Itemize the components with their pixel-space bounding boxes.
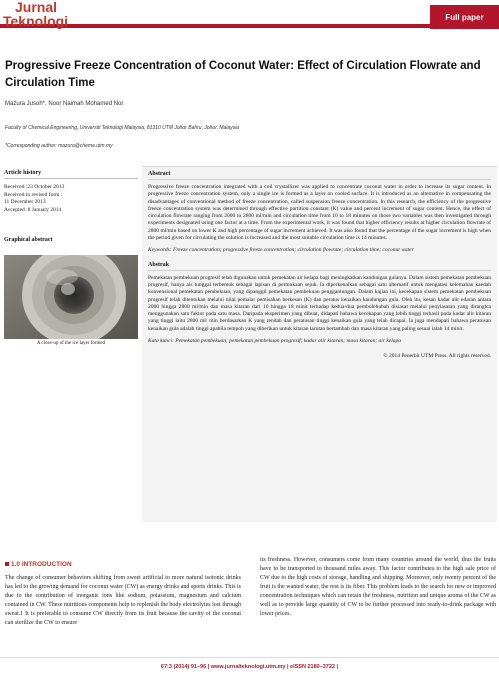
full-paper-badge: Full paper (430, 5, 499, 29)
abstract-keywords (148, 247, 491, 254)
article-history (4, 170, 138, 214)
footer-divider (0, 657, 499, 658)
corresponding-author: *Corresponding author: mazura@cheme.utm.my (5, 143, 113, 149)
ice-layer-photo (4, 255, 138, 339)
received-date: Received :23 October 2013 (4, 184, 65, 190)
abstrak-text: Pemekatan pembekuan progresif telah digunakan untuk pemekatan air kelapa bagi meningkatkan kandungan gulanya. Dalam sistem pemekatan pembekuan progresif, hanya ais tunggal terbentuk sebagai lapisan di permukaan sejuk. Ia diperkenalkan sebagai satu alternatif untuk mengatasi kelemahan kaedah konvensional pemekatan pembekuan, yang dipanggil pemekatan pembekuan penggantungan. Dalam kajian ini, kecekapan sistem pemekatan pembekuan progresif telah ditentukan melalui nilai pemalar pemisahan berkesan (K) dan peratus kenaikan kandungan gula. Oleh itu, kesan kadar alir edaran antara 2000 hingga 2800 ml/min dan masa kitaran dari 10 hingga 18 minit terhadap kedua-dua pembolehubah disiasat melalui penyiasatan yang diranglca menggunakan satu faktor pada satu masa. Daripada eksperimen yang dibuat, didapati bahawa kecekapan yang lebih tinggi terhasil pada kadar alir kitaran yang tinggi iaitu 2800 ml/ min berdasarkan K yang rendah dan peratusan tinggi kenaikan gula yang telah dicapai. Ia juga mendapati bahawa peratusan kenaikan gula adalah tinggi apabila tempoh yang diberikan untuk kitaran larutan bertambah dan masa kitaran yang paling sesuai ialah 14 minit. (148, 274, 491, 332)
graphical-abstract-image (4, 255, 138, 339)
keywords-text: Freeze concentration; progressive freeze concentration; circulation flowrate; circulation time; coconut water (173, 247, 414, 254)
divider (4, 178, 138, 179)
graphical-abstract-heading: Graphical abstract (4, 237, 53, 243)
introduction-heading-text: 1.0 INTRODUCTION (11, 561, 72, 568)
article-history-heading: Article history (4, 170, 42, 176)
intro-column-2: its freshness. However, consumers come from many countries around the world, thus the fruits have to be transported to thousand miles away. This factor contributes to the high sale price of CW due to the high costs of storage, handling and shipping. Moreover, only twenty percent of the fruit is the wanted water, the rest is its fiber. This problem leads to the search for new or improved concentration techniques which can retain the freshness, nutrition and unique aroma of the CW as well as to provide large quantity of CW to be further processed into ready-to-drink package with lower prices. (260, 557, 496, 617)
abstrak-heading: Abstrak (148, 261, 170, 268)
abstrak-keywords (148, 338, 491, 345)
revised-date: 11 December 2013 (4, 199, 46, 205)
journal-logo (3, 0, 69, 32)
keywords-label: Keywords: (148, 247, 172, 254)
accepted-date: Accepted :8 January 2014 (4, 206, 62, 213)
authors: Mazura Jusoh*, Noor Naimah Mohamed Nor (5, 101, 124, 107)
journal-name-line1: Jurnal (15, 0, 58, 15)
abstract-heading: Abstract (148, 171, 171, 177)
affiliation: Faculty of Chemical Engineering, Universiti Teknologi Malaysia, 81310 UTM Johor Bahru, Johor, Malaysia (5, 125, 240, 131)
section-bullet (5, 562, 9, 566)
header-bar (0, 24, 499, 28)
intro-column-1: The change of consumer behaviors shifting from sweet artificial to more natural isotonic drinks has led to the growing demand for coconut water (CW) as energy drinks and sports drinks. This is due to the contribution of inorganic ions like sodium, potassium, magnesium and calcium contained in CW. These nutritious components help to replenish the body electrolytes lost through sweat.1 It is preferable to consume CW directly from its fruit because the cavity of the coconut can sterilize the CW to ensure (5, 575, 241, 626)
graphical-abstract-caption: A close-up of the ice layer formed (36, 341, 106, 346)
copyright: © 2014 Penerbit UTM Press. All rights reserved. (383, 353, 491, 360)
abstract-box (142, 166, 497, 522)
introduction-heading (5, 561, 72, 568)
journal-name-line2: Teknologi (3, 13, 69, 29)
divider (148, 179, 491, 180)
revised-label: Received in revised form : (4, 191, 63, 198)
abstract-text: Progressive freeze concentration integrated with a coil crystallizer was applied to concentrate coconut water in order to increase its sugar content. In progressive freeze concentration system, only a single ice is formed as a layer on cooled surface. It is introduced as an alternative in compensating the disadvantages of conventional method of freeze concentration, called suspension freeze concentration. In this research, the efficiency of the progressive freeze concentration system was determined through effective partition constant (K) value and percent increment of sugar content. Hence, the effect of circulation flowrate ranging from 2000 to 2800 ml/min and circulation time from 10 to 18 minutes on those two variables was then investigated through experiments designated using one factor at a time. From the experimental work, it was found that higher efficiency results at higher circulation flowrate of 2800 ml/min based on lower K and high percentage of sugar increment achieved. It was also found that the percentage of the sugar increment is high when the period given for circulating the solution is increased and the most suitable circulation time is 14 minutes. (148, 184, 491, 242)
kata-kunci-label: Kata kunci: (148, 338, 174, 345)
page-footer: 67:3 (2014) 91–96 | www.jurnalteknologi.utm.my | eISSN 2180–3722 | (160, 664, 339, 670)
divider (148, 270, 491, 271)
kata-kunci-text: Pemekatan pembekuan; pemekatan pembekuan progresif; kadar alir kitaran; masa kitaran; air kelapa (175, 338, 402, 345)
paper-title: Progressive Freeze Concentration of Coconut Water: Effect of Circulation Flowrate and Circulation Time (5, 60, 481, 89)
